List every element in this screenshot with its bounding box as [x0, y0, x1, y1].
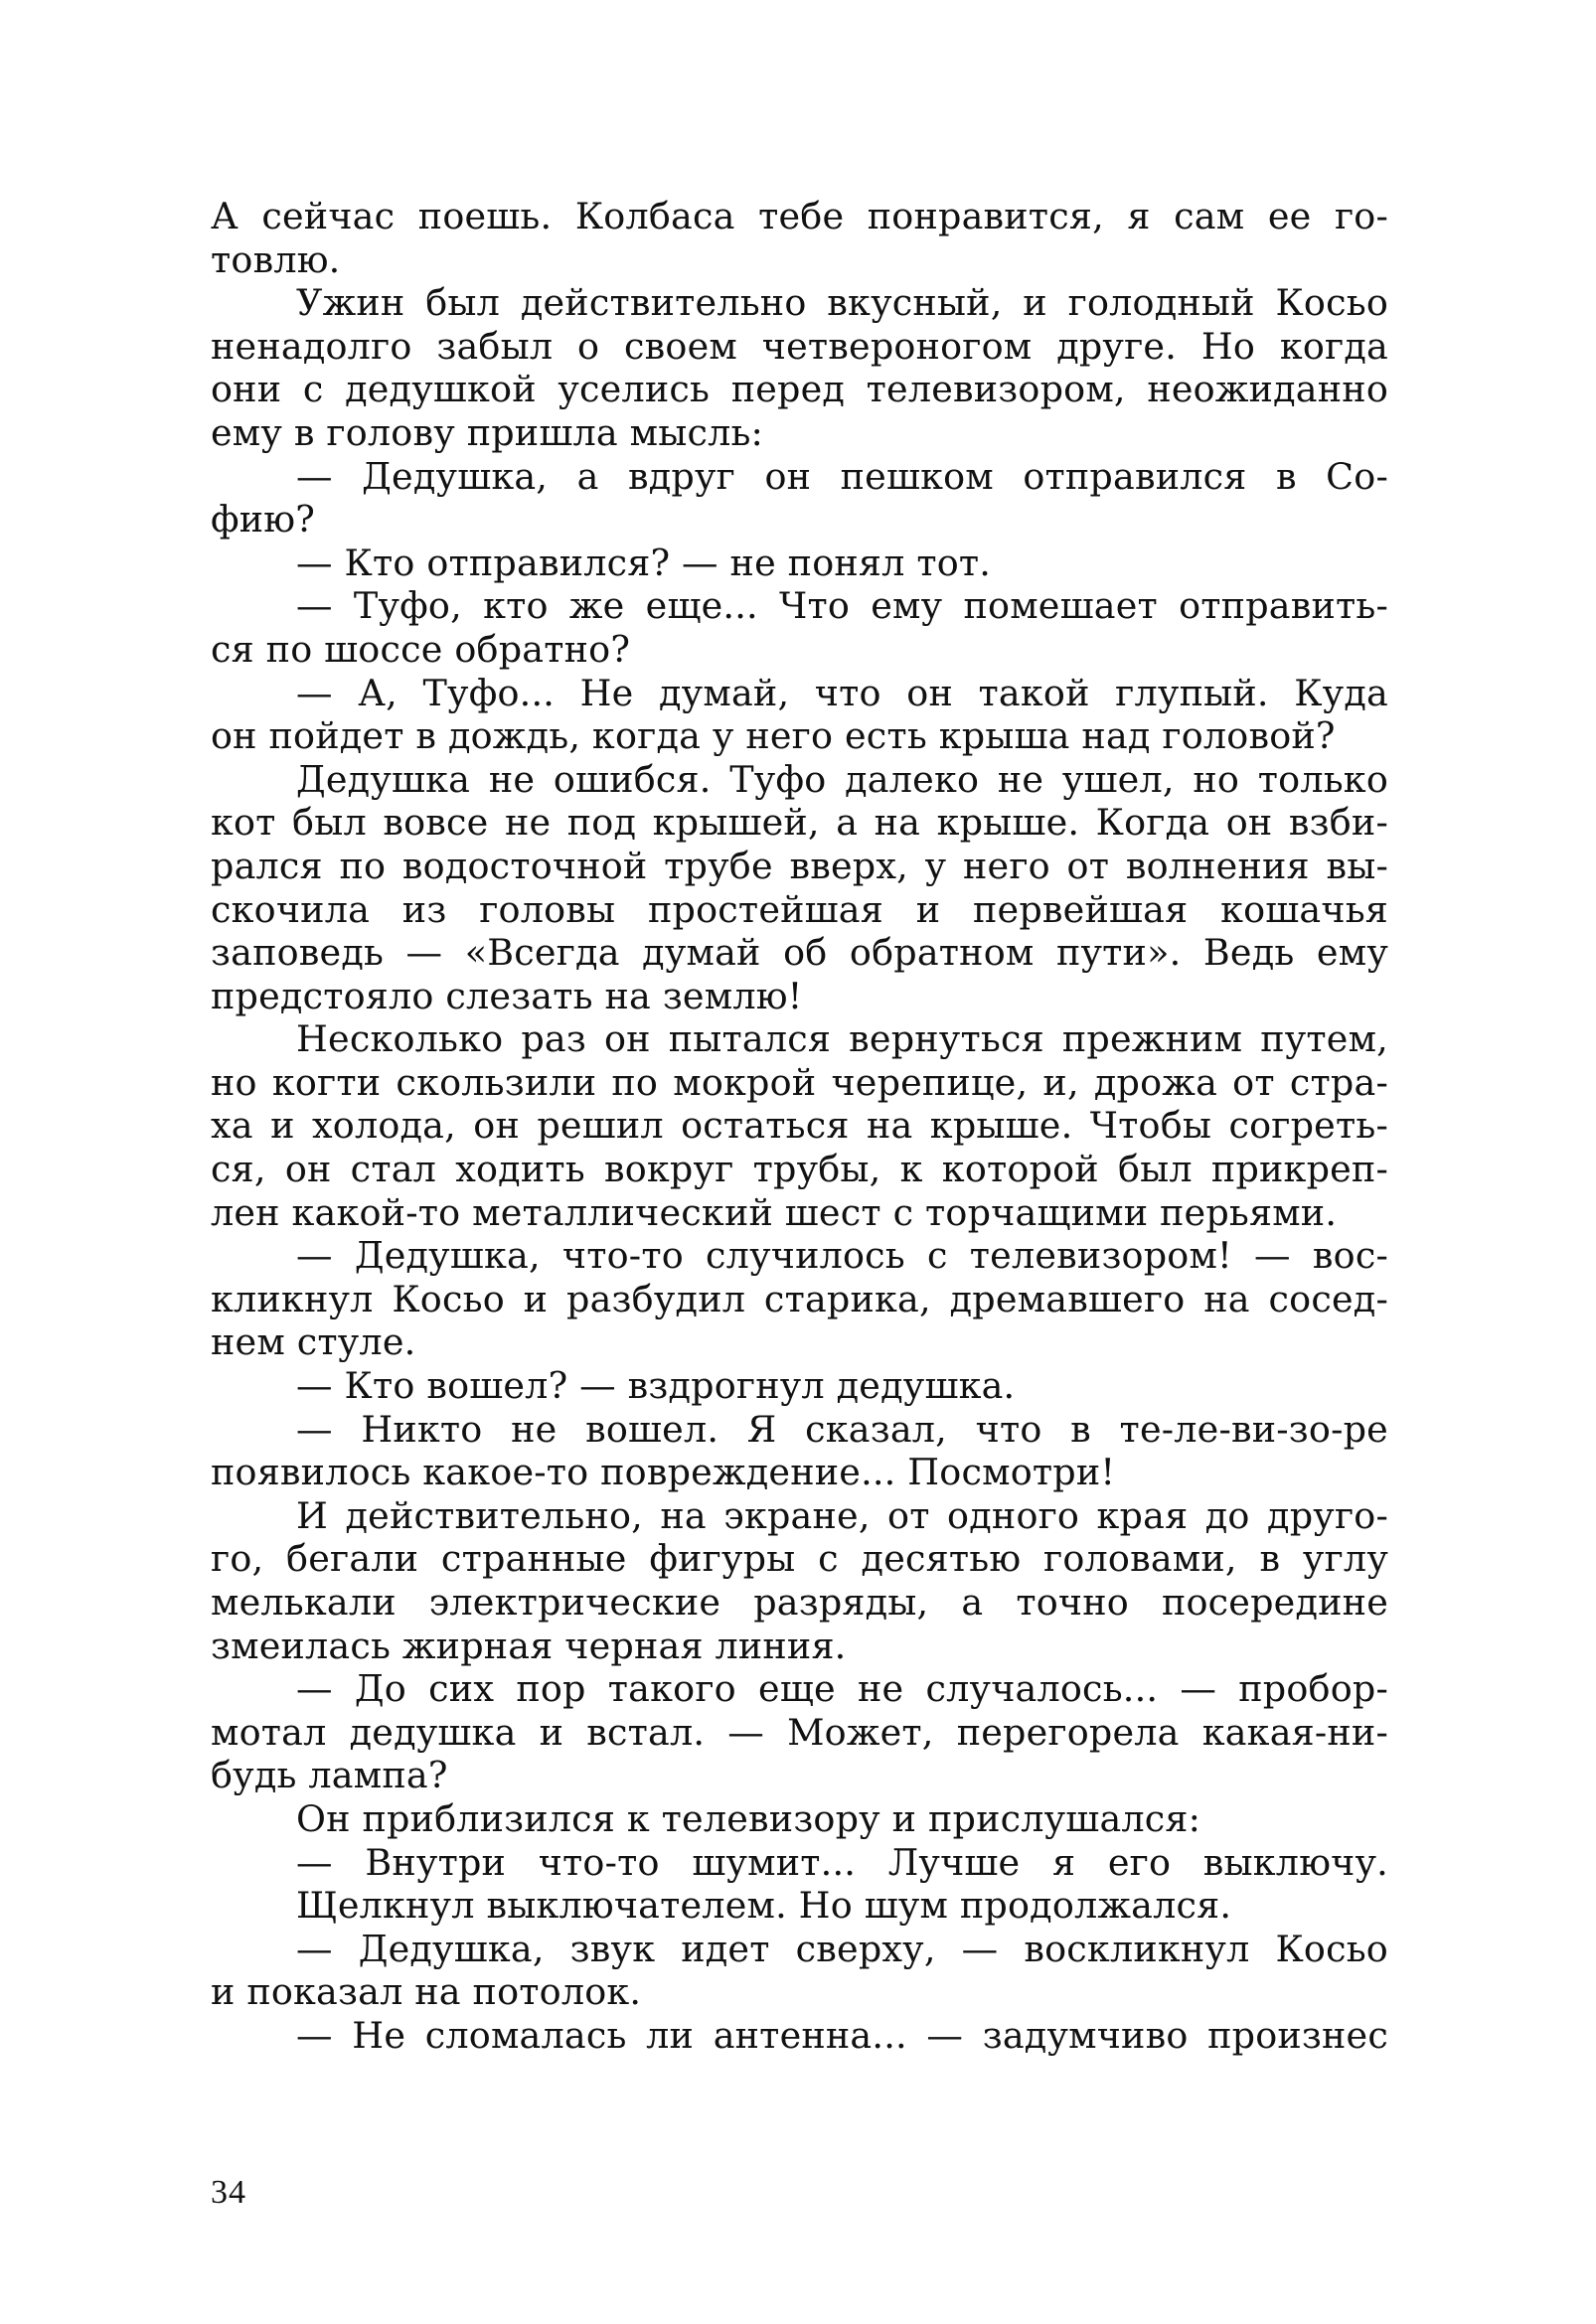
text-line: — Туфо, кто же еще... Что ему помешает отправить- [296, 584, 1388, 628]
text-line: — А, Туфо... Не думай, что он такой глупый. Куда [296, 671, 1388, 714]
text-line: ему в голову пришла мысль: [211, 410, 764, 454]
text-line: и показал на потолок. [211, 1970, 642, 2014]
text-line: А сейчас поешь. Колбаса тебе понравится, я сам ее го- [211, 195, 1388, 237]
text-line: но когти скользили по мокрой черепице, и, дрожа от стра- [211, 1060, 1388, 1104]
page-number: 34 [211, 2174, 246, 2211]
text-line: предстояло слезать на землю! [211, 974, 803, 1017]
text-line: — Дедушка, звук идет сверху, — воскликнул Косьо [296, 1927, 1388, 1970]
text-line: го, бегали странные фигуры с десятью головами, в углу [211, 1537, 1388, 1581]
text-line: скочила из головы простейшая и первейшая кошачья [211, 887, 1388, 931]
text-line: — Кто вошел? — вздрогнул дедушка. [296, 1364, 1016, 1408]
text-line: — Не сломалась ли антенна... — задумчиво произнес [296, 2013, 1388, 2057]
text-line: И действительно, на экране, от одного края до друго- [296, 1493, 1388, 1537]
text-line: мелькали электрические разряды, а точно посередине [211, 1581, 1388, 1624]
text-line: они с дедушкой уселись перед телевизором, неожиданно [211, 368, 1388, 411]
text-line: Щелкнул выключателем. Но шум продолжался. [296, 1884, 1232, 1928]
text-line: лен какой-то металлический шест с торчащими перьями. [211, 1190, 1338, 1234]
text-line: рался по водосточной трубе вверх, у него от волнения вы- [211, 844, 1388, 887]
text-line: фию? [211, 498, 316, 542]
text-line: — Кто отправился? — не понял тот. [296, 541, 992, 584]
text-line: ся по шоссе обратно? [211, 627, 631, 671]
text-line: ха и холода, он решил остаться на крыше. Чтобы согреть- [211, 1104, 1388, 1148]
text-line: змеилась жирная черная линия. [211, 1624, 847, 1667]
text-line: Несколько раз он пытался вернуться прежним путем, [296, 1017, 1388, 1061]
text-line: нем стуле. [211, 1320, 416, 1364]
text-line: кот был вовсе не под крышей, а на крыше. Когда он взби- [211, 801, 1388, 845]
text-line: ненадолго забыл о своем четвероногом друге. Но когда [211, 324, 1388, 368]
text-line: — Дедушка, а вдруг он пешком отправился в Со- [296, 454, 1388, 498]
text-line: — Никто не вошел. Я сказал, что в те-ле-ви-зо-ре [296, 1407, 1388, 1451]
text-line: — До сих пор такого еще не случалось... — пробор- [296, 1667, 1388, 1711]
body-text [211, 195, 1388, 2058]
text-line: появилось какое-то повреждение... Посмотри! [211, 1451, 1116, 1494]
text-line: Он приблизился к телевизору и прислушался: [296, 1796, 1201, 1840]
text-line: мотал дедушка и встал. — Может, перегорела какая-ни- [211, 1710, 1388, 1754]
text-line: — Дедушка, что-то случилось с телевизором! — вос- [296, 1234, 1388, 1278]
text-line: он пойдет в дождь, когда у него есть крыша над головой? [211, 714, 1336, 758]
text-line: товлю. [211, 237, 341, 281]
text-line: кликнул Косьо и разбудил старика, дремавшего на сосед- [211, 1277, 1388, 1320]
text-line: — Внутри что-то шумит... Лучше я его выключу. [296, 1840, 1388, 1884]
text-line: Ужин был действительно вкусный, и голодный Косьо [296, 281, 1388, 325]
text-line: ся, он стал ходить вокруг трубы, к которой был прикреп- [211, 1148, 1388, 1191]
text-line: Дедушка не ошибся. Туфо далеко не ушел, но только [296, 757, 1388, 801]
text-line: заповедь — «Всегда думай об обратном пути». Ведь ему [211, 931, 1388, 975]
text-line: будь лампа? [211, 1754, 448, 1797]
